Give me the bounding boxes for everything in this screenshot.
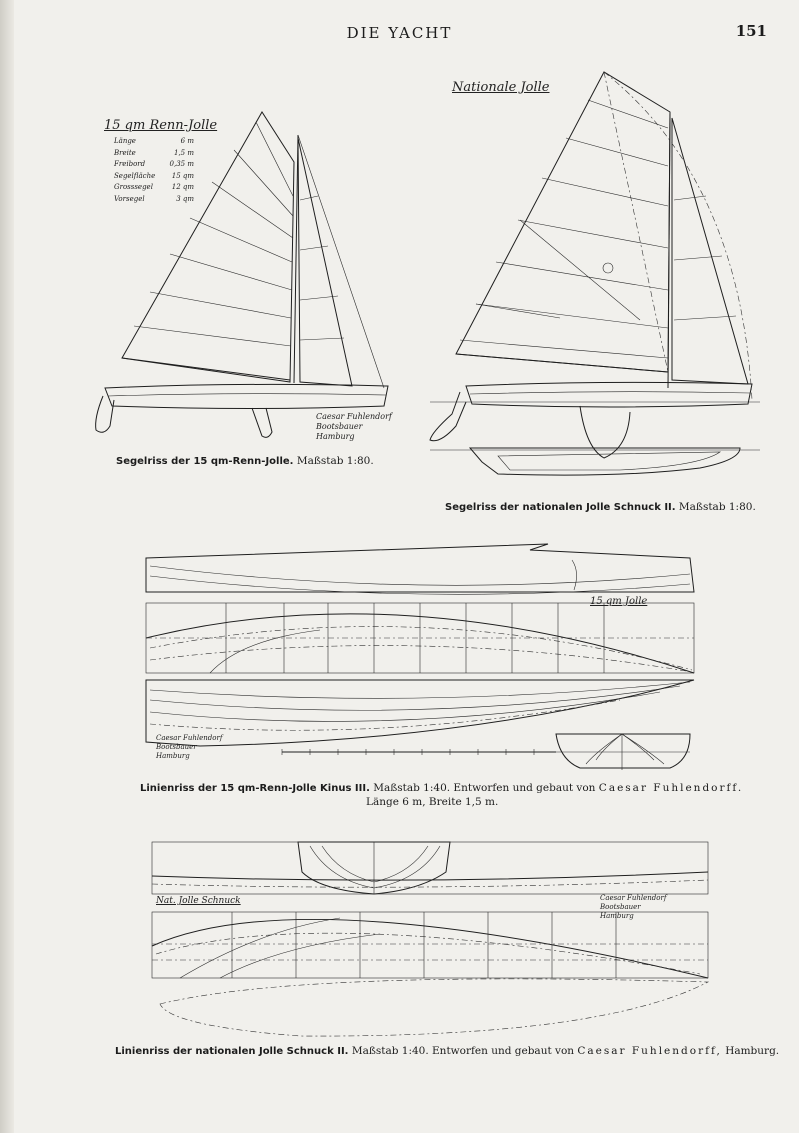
fig3-caption: Linienriss der 15 qm-Renn-Jolle Kinus III. Maßstab 1:40. Entworfen und gebaut von Caesar Fuhlendorff. xyxy=(140,782,744,794)
table-row: Segelfläche 15 qm xyxy=(114,171,194,180)
fig4-lines-plan-drawing xyxy=(152,842,708,1036)
fig2-drawing-title: Nationale Jolle xyxy=(452,80,550,95)
running-title: DIE YACHT xyxy=(346,24,453,42)
fig1-caption: Segelriss der 15 qm-Renn-Jolle. Maßstab 1:80. xyxy=(116,455,374,467)
fig3-drawing-title: 15 qm Jolle xyxy=(590,596,648,607)
fig2-sail-plan-drawing xyxy=(430,72,760,475)
page-number: 151 xyxy=(735,22,767,40)
fig4-drawing-title: Nat. Jolle Schnuck xyxy=(156,896,241,906)
fig1-dimension-table xyxy=(114,136,194,205)
fig3-caption-line2: Länge 6 m, Breite 1,5 m. xyxy=(366,796,499,808)
fig3-signature: Caesar Fuhlendorf Bootsbauer Hamburg xyxy=(156,734,223,760)
table-row: Vorsegel 3 qm xyxy=(114,194,194,203)
fig1-drawing-title: 15 qm Renn-Jolle xyxy=(104,118,218,133)
fig1-signature: Caesar Fuhlendorf Bootsbauer Hamburg xyxy=(316,412,392,441)
fig4-signature: Caesar Fuhlendorf Bootsbauer Hamburg xyxy=(600,894,667,920)
table-row: Grosssegel 12 qm xyxy=(114,183,194,191)
fig4-caption: Linienriss der nationalen Jolle Schnuck II. Maßstab 1:40. Entworfen und gebaut von Caesar Fuhlendorff, Hamburg. xyxy=(115,1045,780,1057)
fig2-caption: Segelriss der nationalen Jolle Schnuck II. Maßstab 1:80. xyxy=(445,501,756,513)
fig3-lines-plan-drawing xyxy=(146,544,694,770)
table-row: Länge 6 m xyxy=(114,137,194,145)
table-row: Freibord 0,35 m xyxy=(114,160,194,168)
table-row: Breite 1,5 m xyxy=(114,148,194,157)
